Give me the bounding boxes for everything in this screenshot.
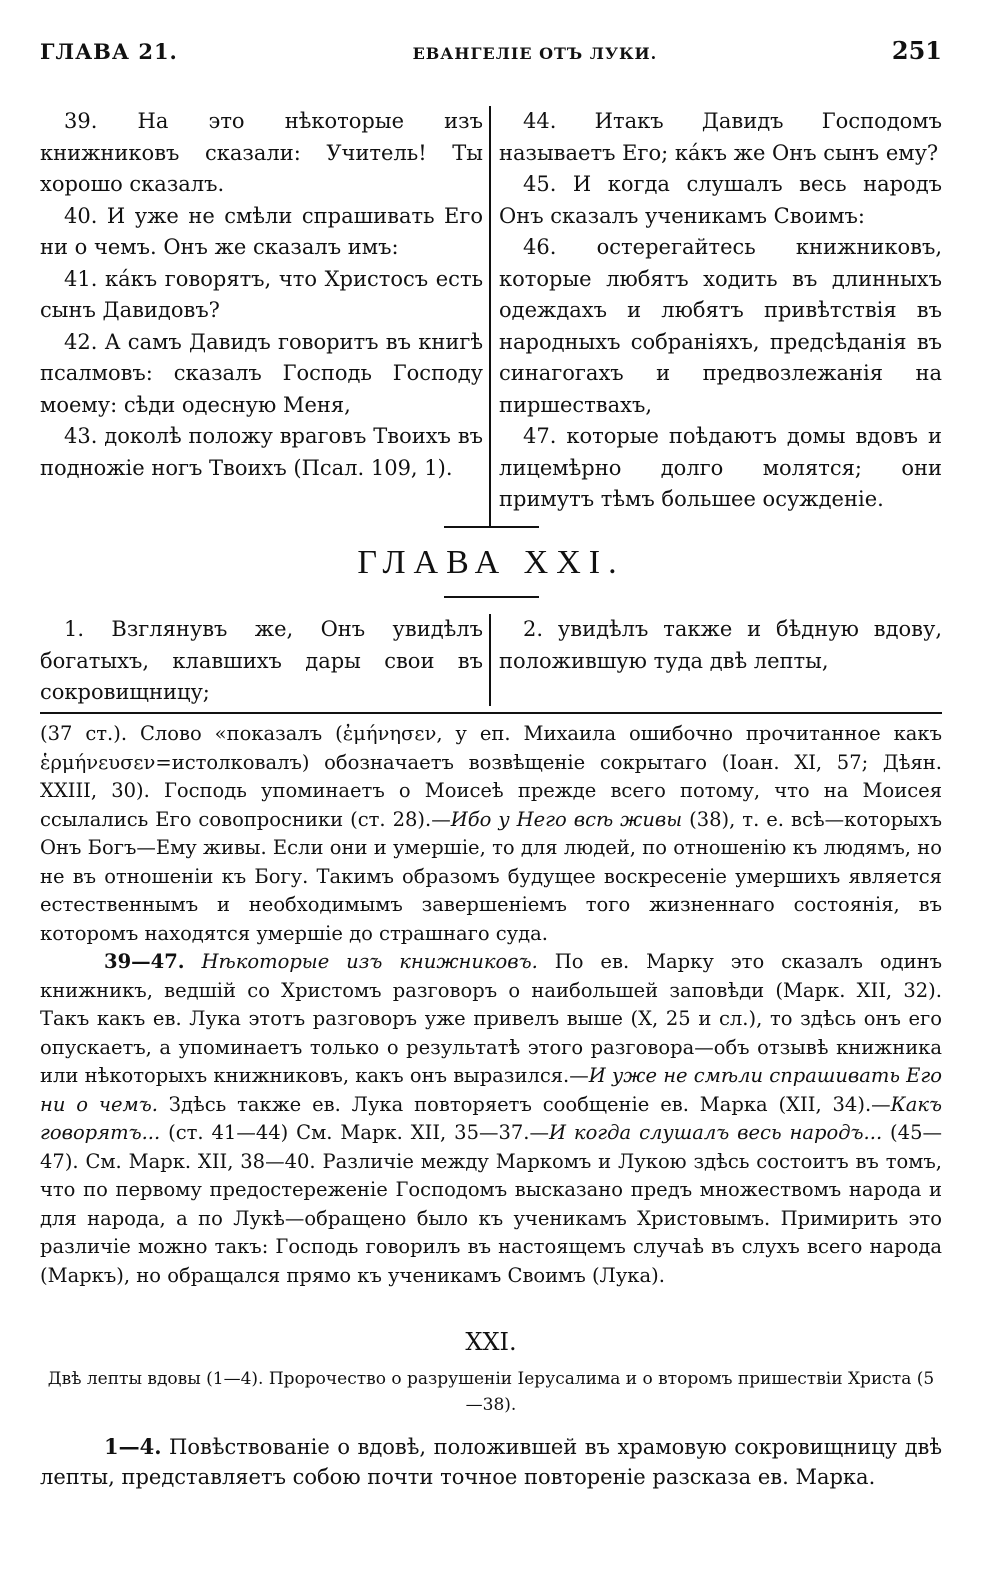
verse-42: 42. А самъ Давидъ говоритъ въ книгѣ псалмовъ: сказалъ Господь Господу моему: сѣди одесную Меня, <box>40 329 483 417</box>
commentary-paragraph-1 <box>40 720 942 948</box>
verse-45: 45. И когда слушалъ весь народъ Онъ сказалъ ученикамъ Своимъ: <box>499 172 942 228</box>
commentary-rule <box>40 712 942 714</box>
verse-43: 43. доколѣ положу враговъ Твоихъ въ подножіе ногъ Твоихъ (Псал. 109, 1). <box>40 424 483 480</box>
final-text: Повѣствованіе о вдовѣ, положившей въ храмовую сокровищницу двѣ лепты, представляетъ собою почти точное повтореніе разсказа ев. Марка. <box>40 1435 942 1489</box>
final-verse-range: 1—4. <box>104 1434 162 1459</box>
section-heading: XXI. <box>465 1328 517 1356</box>
commentary-p2-text-c: (ст. 41—44) См. Марк. XII, 35—37.— <box>160 1121 549 1144</box>
commentary-p2-quote-3: Какъ говорятъ... <box>40 1092 942 1144</box>
verse-2: 2. увидѣлъ также и бѣдную вдову, положившую туда двѣ лепты, <box>499 617 942 673</box>
commentary <box>40 720 942 1290</box>
commentary-p2-text-d: (45—47). См. Марк. XII, 38—40. Различіе между Маркомъ и Лукою здѣсь состоитъ въ томъ, что по первому предостереженіе Господомъ высказано предъ множествомъ народа и для народа, а по Лукѣ—обращено было къ ученикамъ Христовымъ. Примирить это различіе можно такъ: Господь говорилъ въ настоящемъ случаѣ въ слухъ всего народа (Маркъ), но обращался прямо къ ученикамъ Своимъ (Лука). <box>40 1121 942 1287</box>
commentary-paragraph-2 <box>40 948 942 1290</box>
commentary-p2-text-b: Здѣсь также ев. Лука повторяетъ сообщеніе ев. Марка (XII, 34).— <box>157 1092 891 1116</box>
verse-47: 47. которые поѣдаютъ домы вдовъ и лицемѣрно долго молятся; они примутъ тѣмъ большее осужденіе. <box>499 424 942 511</box>
separator-bottom <box>444 596 539 598</box>
chapter-heading: ГЛАВА XXI. <box>357 544 625 581</box>
final-paragraph <box>40 1432 942 1492</box>
running-head-title: ЕВАНГЕЛІЕ ОТЪ ЛУКИ. <box>412 44 658 63</box>
commentary-p2-quote-2: И уже не смѣли спрашивать Его ни о чемъ. <box>40 1064 943 1116</box>
commentary-p1-quote: Ибо у Него всѣ живы <box>450 807 683 831</box>
commentary-p2-quote-4: И когда слушалъ весь народъ... <box>549 1121 883 1144</box>
verse-39: 39. На это нѣкоторые изъ книжниковъ сказали: Учитель! Ты хорошо сказалъ. <box>40 109 483 196</box>
section-summary: Двѣ лепты вдовы (1—4). Пророчество о разрушеніи Іерусалима и о второмъ пришествіи Христа (5—38). <box>47 1369 935 1415</box>
running-head-chapter: ГЛАВА 21. <box>40 39 178 64</box>
separator-top <box>444 526 539 528</box>
commentary-p2-text-a: По ев. Марку это сказалъ одинъ книжникъ, ведшій со Христомъ разговоръ о наибольшей заповѣди (Марк. XII, 32). Такъ какъ ев. Лука этотъ разговоръ уже привелъ выше (X, 25 и сл.), то здѣсь онъ его опускаетъ, а упоминаетъ только о результатѣ этого разговора—объ отзывѣ книжника или нѣкоторыхъ книжниковъ, какъ онъ выразился.— <box>40 950 942 1087</box>
verses-section <box>40 106 942 526</box>
chapter-left-column <box>40 614 489 706</box>
page-number: 251 <box>891 36 942 65</box>
commentary-p2-quote-1: Нѣкоторые изъ книжниковъ. <box>201 950 538 973</box>
verse-44: 44. Итакъ Давидъ Господомъ называетъ Его; кáкъ же Онъ сынъ ему? <box>499 109 942 165</box>
chapter-columns <box>40 614 942 706</box>
commentary-p1-end: (38), т. е. всѣ—которыхъ Онъ Богъ—Ему живы. Если они и умершіе, то для людей, по отношенію къ людямъ, но не въ отношеніи къ Богу. Такимъ образомъ будущее воскресеніе умершихъ является естественнымъ и необходимымъ завершеніемъ того жизненнаго состоянія, въ которомъ находятся умершіе до страшнаго суда. <box>40 807 942 945</box>
commentary-p2-verse-range: 39—47. <box>104 950 185 973</box>
verses-right-column <box>489 106 942 526</box>
commentary-p1-text: (37 ст.). Слово «показалъ (ἐμήνησεν, у еп. Михаила ошибочно прочитанное какъ ἑρμήνευσεν=истолковалъ) обозначаетъ возвѣщеніе сокрытаго (Іоан. XI, 57; Дѣян. XXIII, 30). Господь упоминаетъ о Моисеѣ прежде всего потому, что на Моисея ссылались Его совопросники (ст. 28).— <box>40 722 942 831</box>
verses-left-column <box>40 106 489 526</box>
verses-columns <box>40 106 942 526</box>
chapter-verses <box>40 614 942 706</box>
final-paragraph-text <box>40 1432 942 1492</box>
running-head <box>40 36 942 76</box>
verse-40: 40. И уже не смѣли спрашивать Его ни о чемъ. Онъ же сказалъ имъ: <box>40 203 483 259</box>
verse-46: 46. остерегайтесь книжниковъ, которые любятъ ходить въ длинныхъ одеждахъ и любятъ привѣтствія въ народныхъ собраніяхъ, предсѣданія въ синагогахъ и предвозлежанія на пиршествахъ, <box>499 235 942 417</box>
chapter-right-column <box>489 614 942 706</box>
verse-41: 41. кáкъ говорятъ, что Христосъ есть сынъ Давидовъ? <box>40 266 483 322</box>
verse-1: 1. Взглянувъ же, Онъ увидѣлъ богатыхъ, клавшихъ дары свои въ сокровищницу; <box>40 617 483 704</box>
